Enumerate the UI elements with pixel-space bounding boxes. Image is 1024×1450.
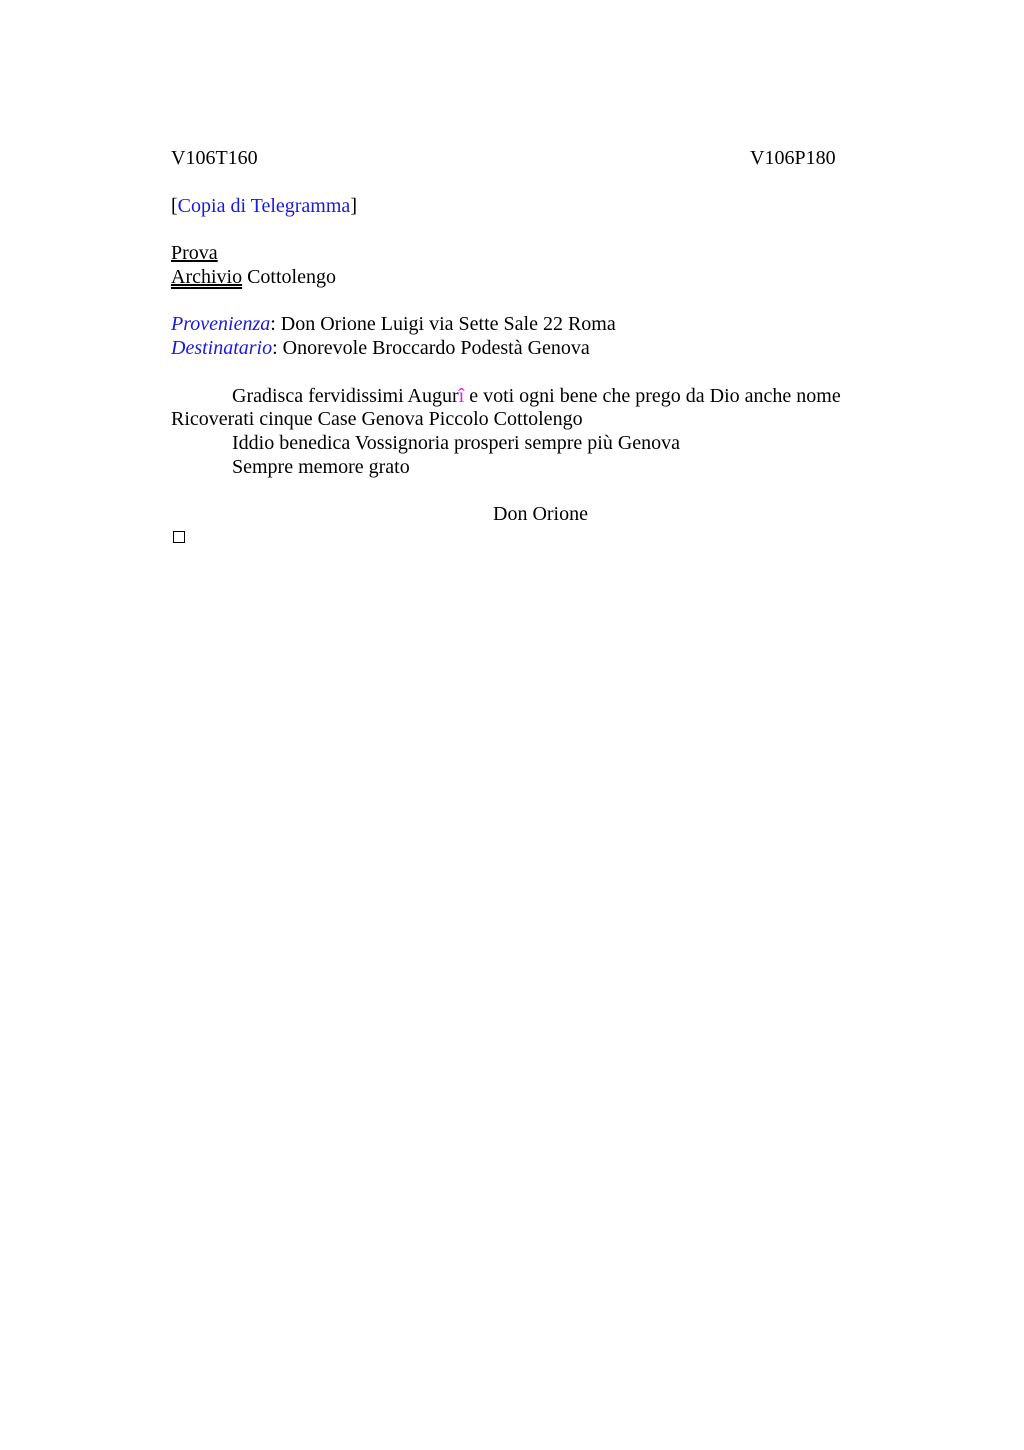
signature: Don Orione: [493, 503, 588, 525]
end-marker-box: [173, 531, 185, 543]
destinatario-value: : Onorevole Broccardo Podestà Genova: [272, 337, 590, 359]
document-type-label: Copia di Telegramma: [177, 195, 351, 217]
destinatario-label: Destinatario: [171, 337, 273, 359]
destinatario-line: [171, 336, 590, 360]
body-paragraph-3: Sempre memore grato: [232, 456, 410, 478]
body-paragraph-2: Iddio benedica Vossignoria prosperi sempre più Genova: [232, 432, 681, 454]
document-type: [171, 194, 357, 218]
body-text: e voti ogni bene che prego da Dio anche nome: [464, 385, 841, 407]
provenienza-line: [171, 312, 616, 336]
body-paragraph-1-line-2: Ricoverati cinque Case Genova Piccolo Cottolengo: [171, 408, 583, 430]
close-bracket: ]: [350, 195, 357, 217]
highlighted-character: î: [458, 385, 465, 407]
left-document-code: V106T160: [171, 147, 258, 169]
open-bracket: [: [171, 195, 178, 217]
source-line-1: [171, 241, 218, 265]
provenienza-value: : Don Orione Luigi via Sette Sale 22 Roma: [270, 313, 616, 335]
provenienza-label: Provenienza: [171, 313, 271, 335]
source-prova: Prova: [171, 242, 218, 264]
body-paragraph-1-line-1: [232, 384, 841, 408]
body-text: Gradisca fervidissimi Augur: [232, 385, 459, 407]
source-cottolengo: Cottolengo: [242, 266, 336, 288]
source-line-2: [171, 265, 336, 289]
right-document-code: V106P180: [750, 147, 836, 169]
source-archivio: Archivio: [171, 266, 243, 288]
